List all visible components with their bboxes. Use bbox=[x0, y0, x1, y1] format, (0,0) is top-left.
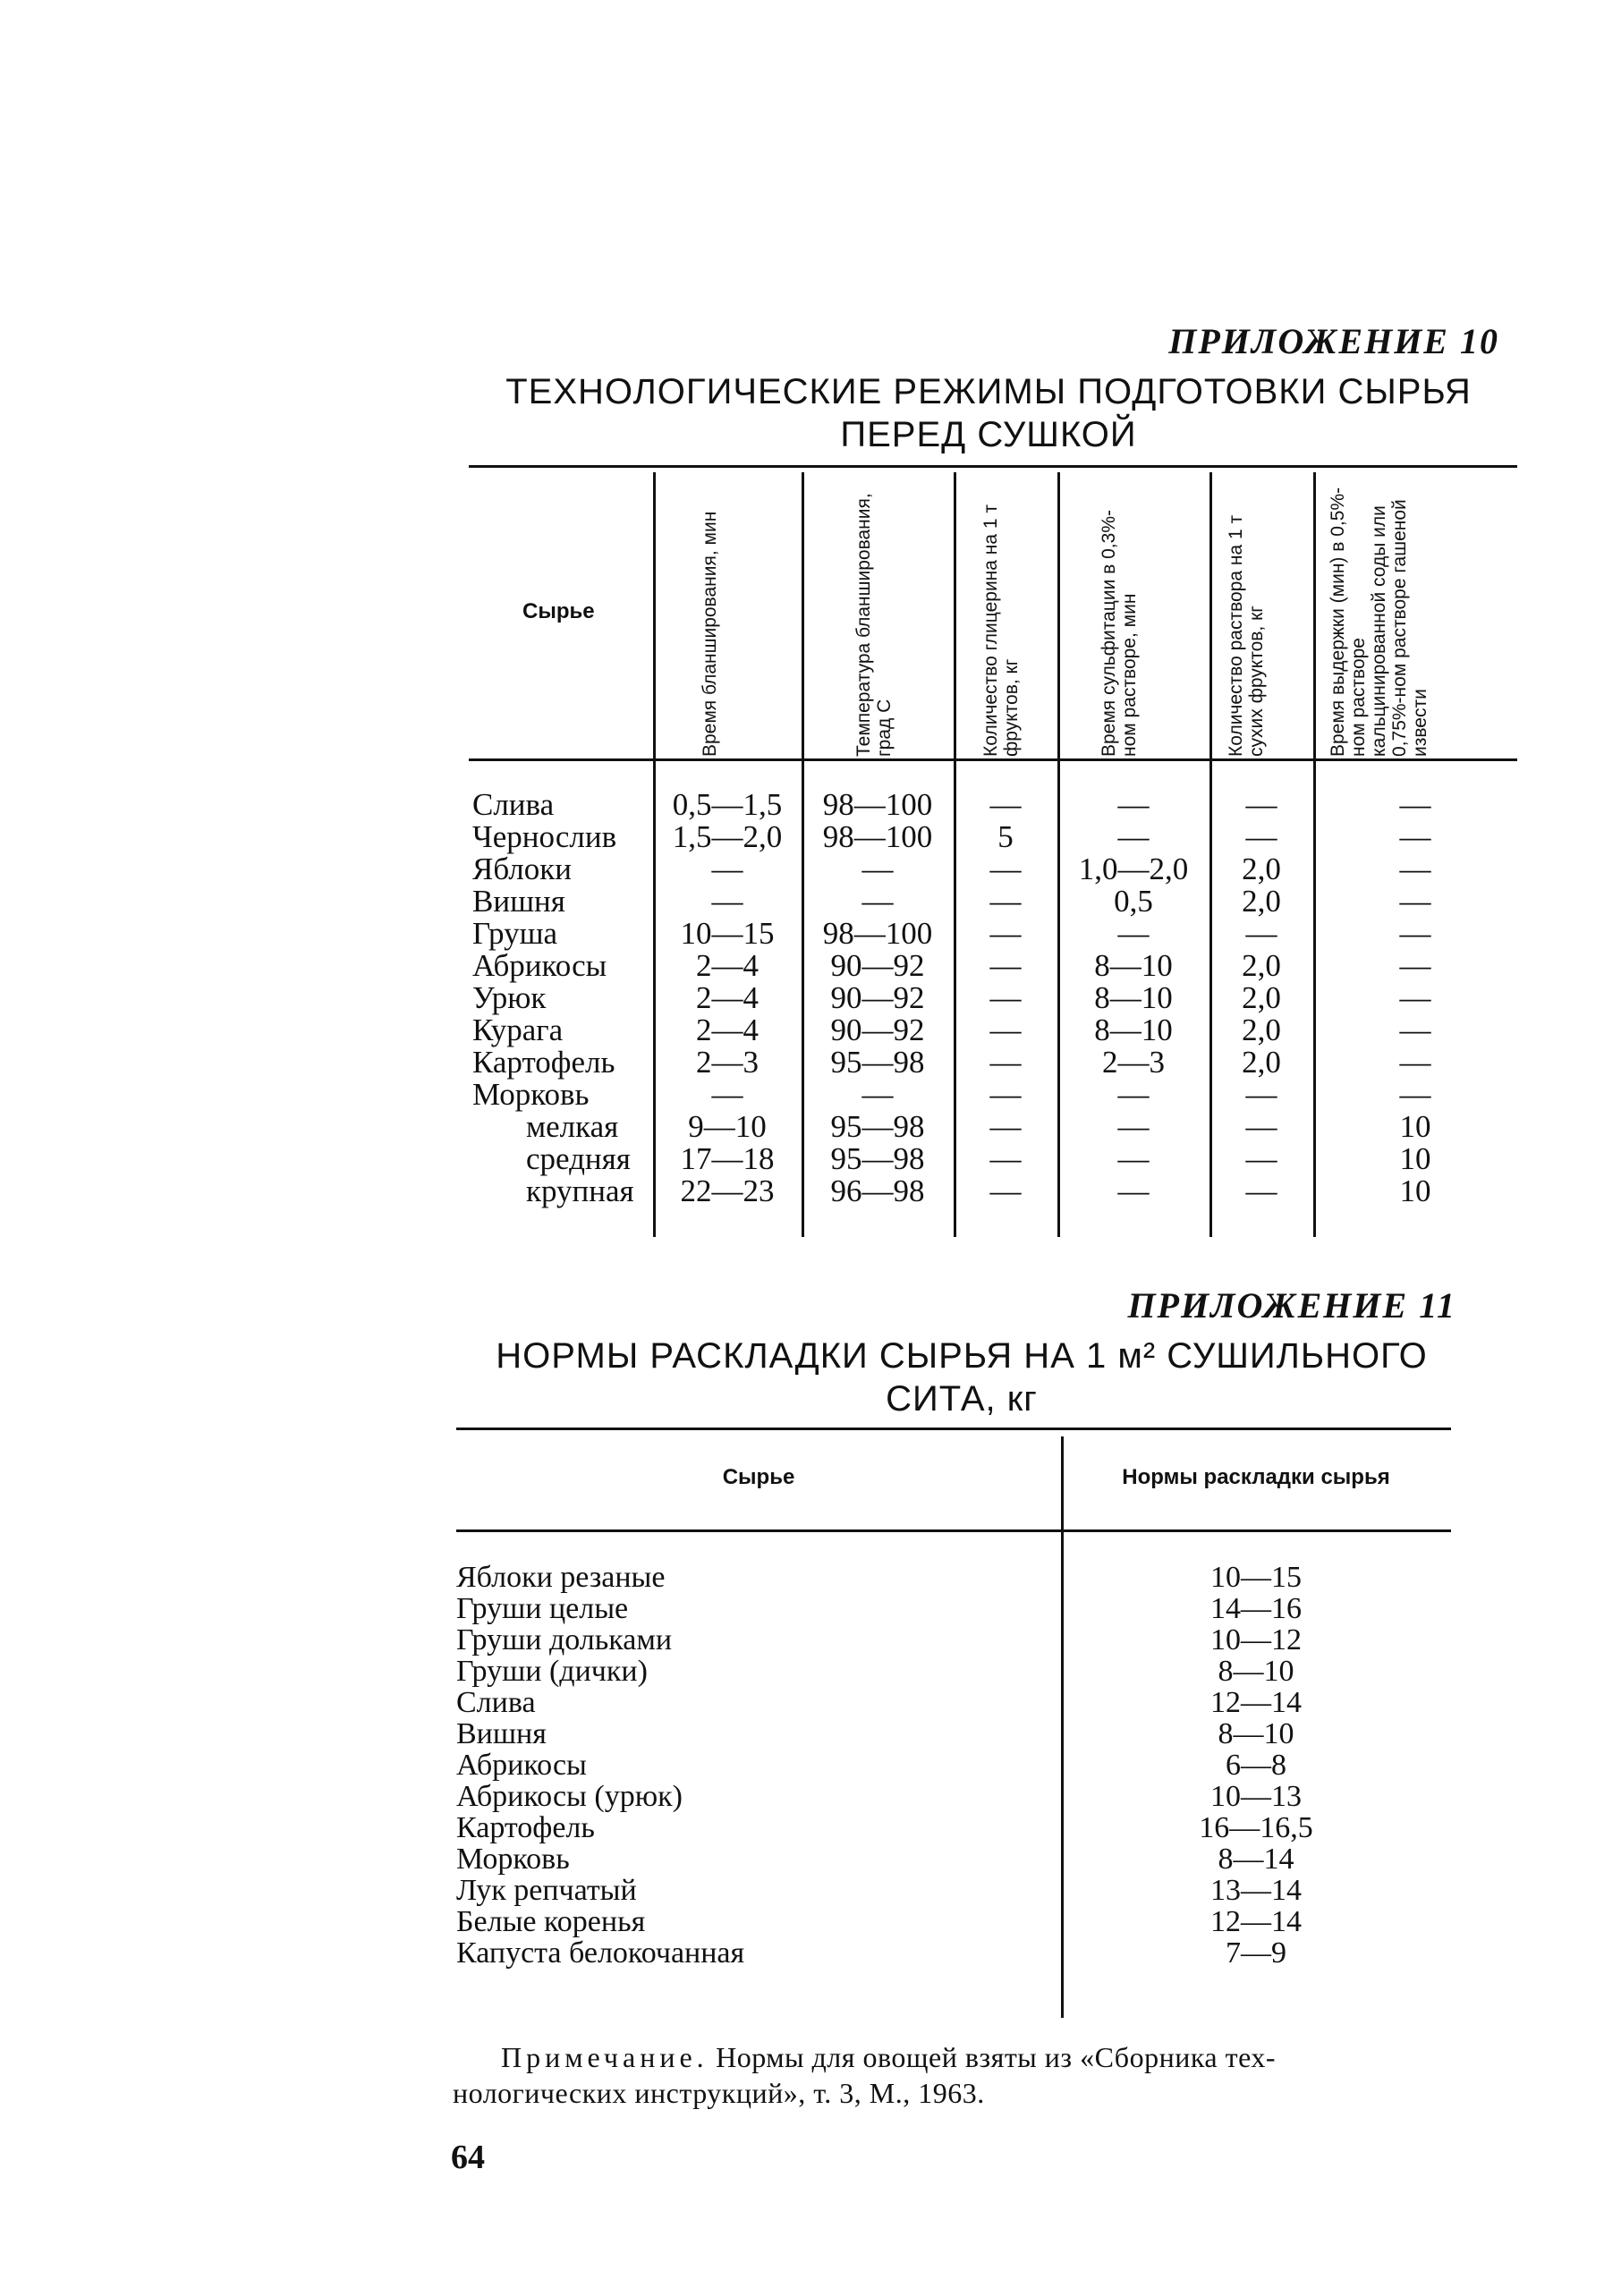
row-solution: — bbox=[1245, 1173, 1277, 1208]
table-row bbox=[456, 1718, 1451, 1750]
row-blanching-time: 1,5—2,0 bbox=[672, 819, 783, 854]
row-blanching-time: 2—4 bbox=[696, 1012, 759, 1047]
row-blanching-time: 2—4 bbox=[696, 980, 759, 1015]
table-top-rule bbox=[456, 1428, 1451, 1430]
note-label: Примечание. bbox=[501, 2041, 709, 2073]
table-row bbox=[456, 1843, 1451, 1875]
row-blanching-time: — bbox=[711, 1077, 743, 1112]
row-glycerin: — bbox=[989, 980, 1022, 1015]
row-solution: — bbox=[1245, 819, 1277, 854]
page-number: 64 bbox=[451, 2139, 485, 2176]
row-blanching-temp: 90—92 bbox=[830, 980, 925, 1015]
table-row bbox=[456, 1687, 1451, 1718]
note-text-line2: нологических инструкций», т. 3, М., 1963. bbox=[453, 2077, 985, 2109]
row-solution: 2,0 bbox=[1242, 851, 1281, 886]
column-header-solution-amount: Количество раствора на 1 т сухих фруктов, кг bbox=[1226, 514, 1267, 757]
row-soaking: — bbox=[1399, 819, 1431, 854]
row-name: Морковь bbox=[472, 1077, 590, 1112]
row-norm: 10—13 bbox=[1210, 1780, 1302, 1813]
column-header-raw-material: Сырье bbox=[522, 599, 595, 623]
table-drying-regimes bbox=[469, 465, 1517, 1237]
row-soaking: — bbox=[1399, 1077, 1431, 1112]
row-name: Вишня bbox=[456, 1717, 547, 1750]
row-blanching-temp: 98—100 bbox=[822, 916, 933, 951]
table-row bbox=[456, 1781, 1451, 1812]
row-blanching-time: 17—18 bbox=[680, 1141, 775, 1176]
row-solution: — bbox=[1245, 916, 1277, 951]
table-header-rule bbox=[456, 1529, 1451, 1532]
column-header-soaking-time: Время выдержки (мин) в 0,5%-ном растворе кальцинированной соды или 0,75%-ном растворе гашеной извести bbox=[1328, 487, 1430, 757]
row-sulfitation: — bbox=[1117, 1173, 1150, 1208]
row-soaking: 10 bbox=[1399, 1141, 1431, 1176]
row-name: Вишня bbox=[472, 884, 565, 919]
appendix-10-title-line1: ТЕХНОЛОГИЧЕСКИЕ РЕЖИМЫ ПОДГОТОВКИ СЫРЬЯ bbox=[505, 372, 1472, 411]
row-name: Слива bbox=[456, 1686, 536, 1719]
row-name: Белые коренья bbox=[456, 1905, 646, 1938]
row-sulfitation: 2—3 bbox=[1102, 1045, 1165, 1080]
row-sulfitation: — bbox=[1117, 787, 1150, 822]
row-soaking: — bbox=[1399, 1045, 1431, 1080]
table-row bbox=[456, 1937, 1451, 1969]
row-name: Лук репчатый bbox=[456, 1874, 637, 1907]
row-glycerin: — bbox=[989, 787, 1022, 822]
row-norm: 7—9 bbox=[1226, 1936, 1286, 1970]
row-solution: — bbox=[1245, 1109, 1277, 1144]
row-blanching-temp: 95—98 bbox=[830, 1109, 925, 1144]
row-soaking: — bbox=[1399, 787, 1431, 822]
row-glycerin: 5 bbox=[997, 819, 1014, 854]
row-name: Морковь bbox=[456, 1843, 570, 1876]
appendix-11-title-line2: СИТА, кг bbox=[886, 1379, 1038, 1419]
row-sulfitation: 8—10 bbox=[1094, 948, 1173, 983]
row-sulfitation: — bbox=[1117, 1141, 1150, 1176]
row-soaking: — bbox=[1399, 948, 1431, 983]
table-row bbox=[456, 1656, 1451, 1687]
row-solution: 2,0 bbox=[1242, 1012, 1281, 1047]
row-name: Слива bbox=[472, 787, 555, 822]
row-blanching-temp: 98—100 bbox=[822, 787, 933, 822]
appendix-10-title-line2: ПЕРЕД СУШКОЙ bbox=[840, 415, 1137, 454]
column-header-blanching-time: Время бланширования, мин bbox=[700, 511, 720, 757]
row-glycerin: — bbox=[989, 1077, 1022, 1112]
row-blanching-time: 2—3 bbox=[696, 1045, 759, 1080]
table-loading-norms bbox=[456, 1428, 1451, 2018]
table-row bbox=[456, 1562, 1451, 1593]
row-name: Чернослив bbox=[472, 819, 617, 854]
row-soaking: 10 bbox=[1399, 1109, 1431, 1144]
table-row bbox=[469, 1175, 1517, 1207]
row-blanching-temp: 95—98 bbox=[830, 1045, 925, 1080]
row-norm: 6—8 bbox=[1226, 1749, 1286, 1782]
row-blanching-temp: 90—92 bbox=[830, 948, 925, 983]
row-norm: 8—14 bbox=[1218, 1843, 1294, 1876]
row-solution: — bbox=[1245, 1141, 1277, 1176]
row-glycerin: — bbox=[989, 1045, 1022, 1080]
row-glycerin: — bbox=[989, 948, 1022, 983]
row-glycerin: — bbox=[989, 916, 1022, 951]
row-sulfitation: 8—10 bbox=[1094, 980, 1173, 1015]
row-norm: 14—16 bbox=[1210, 1592, 1302, 1625]
row-blanching-temp: — bbox=[861, 851, 894, 886]
table-row bbox=[469, 1046, 1517, 1079]
row-soaking: — bbox=[1399, 916, 1431, 951]
table-row bbox=[469, 1111, 1517, 1143]
row-blanching-time: 0,5—1,5 bbox=[672, 787, 783, 822]
row-solution: 2,0 bbox=[1242, 980, 1281, 1015]
row-blanching-temp: 98—100 bbox=[822, 819, 933, 854]
row-blanching-temp: 90—92 bbox=[830, 1012, 925, 1047]
table-header-rule bbox=[469, 758, 1517, 761]
row-name: Яблоки резаные bbox=[456, 1561, 666, 1594]
row-norm: 12—14 bbox=[1210, 1905, 1302, 1938]
row-name: мелкая bbox=[526, 1109, 619, 1144]
row-glycerin: — bbox=[989, 1109, 1022, 1144]
row-sulfitation: — bbox=[1117, 916, 1150, 951]
appendix-10-label: ПРИЛОЖЕНИЕ 10 bbox=[1168, 321, 1499, 361]
row-blanching-temp: 95—98 bbox=[830, 1141, 925, 1176]
table-row bbox=[469, 885, 1517, 918]
table-row bbox=[456, 1875, 1451, 1906]
row-sulfitation: 0,5 bbox=[1114, 884, 1153, 919]
row-sulfitation: — bbox=[1117, 1077, 1150, 1112]
row-soaking: — bbox=[1399, 1012, 1431, 1047]
note-line1 bbox=[453, 2039, 1490, 2075]
column-header-raw-material: Сырье bbox=[722, 1465, 795, 1489]
row-solution: — bbox=[1245, 1077, 1277, 1112]
row-norm: 10—12 bbox=[1210, 1623, 1302, 1656]
row-blanching-temp: 96—98 bbox=[830, 1173, 925, 1208]
row-blanching-temp: — bbox=[861, 884, 894, 919]
row-name: Груши целые bbox=[456, 1592, 629, 1625]
row-blanching-time: 2—4 bbox=[696, 948, 759, 983]
row-soaking: 10 bbox=[1399, 1173, 1431, 1208]
row-name: Груши дольками bbox=[456, 1623, 673, 1656]
note-text-line1: Нормы для овощей взяты из «Сборника тех- bbox=[708, 2041, 1277, 2073]
appendix-11-title-line1: НОРМЫ РАСКЛАДКИ СЫРЬЯ НА 1 м² СУШИЛЬНОГО bbox=[496, 1336, 1428, 1376]
row-name: Абрикосы bbox=[456, 1749, 587, 1782]
row-name: Курага bbox=[472, 1012, 564, 1047]
table-row bbox=[469, 789, 1517, 821]
row-name: средняя bbox=[526, 1141, 631, 1176]
row-blanching-time: 22—23 bbox=[680, 1173, 775, 1208]
row-norm: 13—14 bbox=[1210, 1874, 1302, 1907]
row-norm: 8—10 bbox=[1218, 1717, 1294, 1750]
row-glycerin: — bbox=[989, 1173, 1022, 1208]
column-header-blanching-temperature: Температура бланширования, град С bbox=[853, 493, 895, 757]
table-row bbox=[469, 1014, 1517, 1046]
row-name: Картофель bbox=[472, 1045, 615, 1080]
table-row bbox=[469, 950, 1517, 982]
table-row bbox=[469, 982, 1517, 1014]
table-row bbox=[456, 1593, 1451, 1624]
row-name: Капуста белокочанная bbox=[456, 1936, 745, 1970]
row-solution: — bbox=[1245, 787, 1277, 822]
row-soaking: — bbox=[1399, 980, 1431, 1015]
row-sulfitation: 8—10 bbox=[1094, 1012, 1173, 1047]
row-name: крупная bbox=[526, 1173, 634, 1208]
appendix-11-label: ПРИЛОЖЕНИЕ 11 bbox=[1127, 1285, 1456, 1326]
table-row bbox=[456, 1906, 1451, 1937]
row-soaking: — bbox=[1399, 884, 1431, 919]
row-glycerin: — bbox=[989, 1141, 1022, 1176]
column-header-glycerin-amount: Количество глицерина на 1 т фруктов, кг bbox=[980, 504, 1022, 757]
column-header-sulfitation-time: Время сульфитации в 0,3%-ном растворе, мин bbox=[1099, 510, 1140, 757]
table-row bbox=[469, 821, 1517, 853]
row-sulfitation: — bbox=[1117, 819, 1150, 854]
row-blanching-time: 10—15 bbox=[680, 916, 775, 951]
row-name: Груша bbox=[472, 916, 558, 951]
row-solution: 2,0 bbox=[1242, 884, 1281, 919]
row-solution: 2,0 bbox=[1242, 948, 1281, 983]
table-note bbox=[453, 2039, 1490, 2111]
table-row bbox=[469, 853, 1517, 885]
table-row bbox=[456, 1750, 1451, 1781]
row-solution: 2,0 bbox=[1242, 1045, 1281, 1080]
row-blanching-temp: — bbox=[861, 1077, 894, 1112]
row-glycerin: — bbox=[989, 1012, 1022, 1047]
row-norm: 10—15 bbox=[1210, 1561, 1302, 1594]
column-header-loading-norms: Нормы раскладки сырья bbox=[1122, 1465, 1390, 1489]
table-top-rule bbox=[469, 465, 1517, 468]
row-norm: 8—10 bbox=[1218, 1655, 1294, 1688]
row-blanching-time: — bbox=[711, 851, 743, 886]
row-glycerin: — bbox=[989, 884, 1022, 919]
table-row bbox=[456, 1812, 1451, 1843]
row-name: Картофель bbox=[456, 1811, 595, 1844]
table-row bbox=[469, 1143, 1517, 1175]
table-row bbox=[469, 1079, 1517, 1111]
row-blanching-time: — bbox=[711, 884, 743, 919]
row-glycerin: — bbox=[989, 851, 1022, 886]
row-norm: 16—16,5 bbox=[1199, 1811, 1313, 1844]
row-blanching-time: 9—10 bbox=[688, 1109, 767, 1144]
row-name: Яблоки bbox=[472, 851, 572, 886]
row-name: Абрикосы (урюк) bbox=[456, 1780, 683, 1813]
row-sulfitation: — bbox=[1117, 1109, 1150, 1144]
row-name: Абрикосы bbox=[472, 948, 607, 983]
row-name: Урюк bbox=[472, 980, 547, 1015]
row-norm: 12—14 bbox=[1210, 1686, 1302, 1719]
table-row bbox=[456, 1624, 1451, 1656]
table-row bbox=[469, 918, 1517, 950]
row-name: Груши (дички) bbox=[456, 1655, 648, 1688]
row-soaking: — bbox=[1399, 851, 1431, 886]
row-sulfitation: 1,0—2,0 bbox=[1078, 851, 1189, 886]
